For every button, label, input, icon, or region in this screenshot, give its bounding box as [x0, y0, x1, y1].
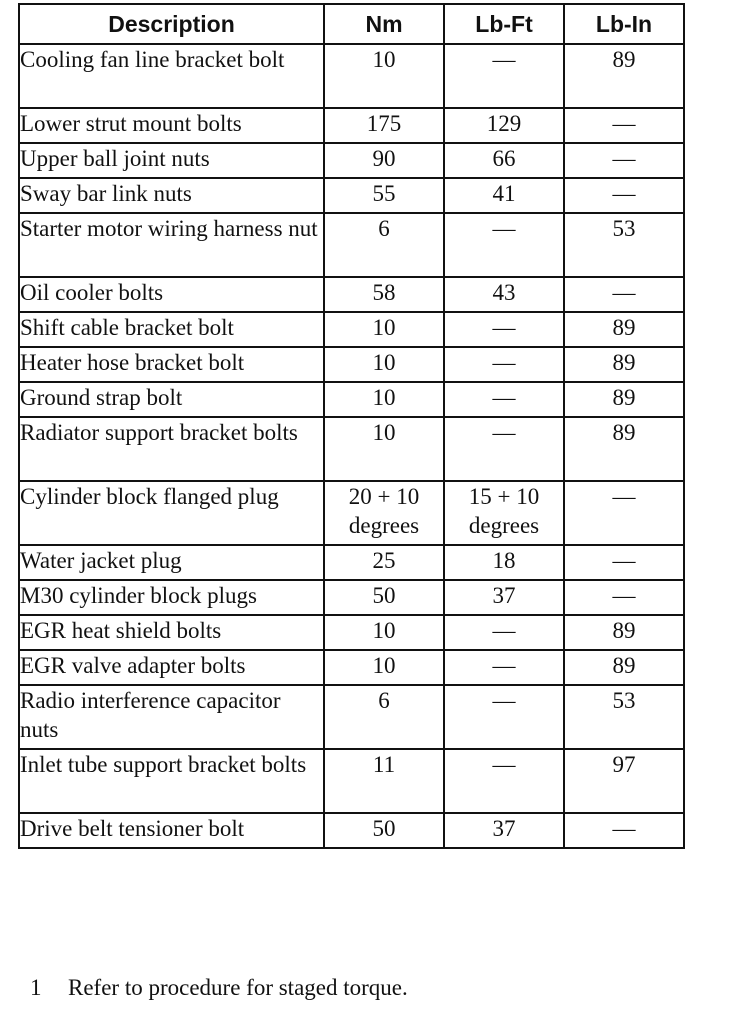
cell-lb-in: 97 [564, 749, 684, 813]
cell-description: EGR valve adapter bolts [19, 650, 324, 685]
cell-description: Drive belt tensioner bolt [19, 813, 324, 848]
cell-lb-ft: 37 [444, 813, 564, 848]
cell-lb-in: — [564, 813, 684, 848]
cell-nm: 6 [324, 685, 444, 749]
cell-lb-in: 89 [564, 347, 684, 382]
cell-description: Heater hose bracket bolt [19, 347, 324, 382]
cell-lb-in: 53 [564, 213, 684, 277]
cell-nm: 50 [324, 813, 444, 848]
cell-lb-ft: 37 [444, 580, 564, 615]
cell-nm: 10 [324, 44, 444, 108]
cell-nm: 50 [324, 580, 444, 615]
cell-lb-in: 89 [564, 417, 684, 481]
cell-lb-ft: — [444, 347, 564, 382]
cell-lb-ft: 15 + 10 degrees [444, 481, 564, 545]
cell-lb-ft: — [444, 382, 564, 417]
header-lb-in: Lb-In [564, 4, 684, 44]
table-row [19, 650, 684, 685]
cell-nm: 175 [324, 108, 444, 143]
cell-description: Ground strap bolt [19, 382, 324, 417]
cell-lb-ft: 18 [444, 545, 564, 580]
table-row [19, 685, 684, 749]
header-lb-ft: Lb-Ft [444, 4, 564, 44]
table-row [19, 213, 684, 277]
cell-lb-ft: — [444, 44, 564, 108]
cell-lb-in: 53 [564, 685, 684, 749]
cell-description: M30 cylinder block plugs [19, 580, 324, 615]
cell-description: Upper ball joint nuts [19, 143, 324, 178]
cell-lb-ft: 41 [444, 178, 564, 213]
table-row [19, 44, 684, 108]
table-row [19, 312, 684, 347]
cell-lb-in: 89 [564, 615, 684, 650]
cell-description: Shift cable bracket bolt [19, 312, 324, 347]
cell-lb-in: 89 [564, 312, 684, 347]
cell-lb-in: — [564, 108, 684, 143]
header-description: Description [19, 4, 324, 44]
cell-lb-ft: — [444, 685, 564, 749]
table-row [19, 108, 684, 143]
cell-lb-ft: 129 [444, 108, 564, 143]
table-row [19, 580, 684, 615]
table-row [19, 545, 684, 580]
header-nm: Nm [324, 4, 444, 44]
table-row [19, 143, 684, 178]
cell-nm: 20 + 10 degrees [324, 481, 444, 545]
torque-spec-table [18, 3, 685, 849]
table-row [19, 277, 684, 312]
cell-nm: 10 [324, 417, 444, 481]
cell-description: Starter motor wiring harness nut [19, 213, 324, 277]
cell-nm: 10 [324, 615, 444, 650]
cell-description: Cooling fan line bracket bolt [19, 44, 324, 108]
table-row [19, 481, 684, 545]
cell-nm: 10 [324, 312, 444, 347]
cell-lb-in: 89 [564, 382, 684, 417]
cell-description: Water jacket plug [19, 545, 324, 580]
table-row [19, 178, 684, 213]
cell-description: Cylinder block flanged plug [19, 481, 324, 545]
cell-nm: 10 [324, 382, 444, 417]
cell-lb-ft: — [444, 417, 564, 481]
footnote [30, 975, 408, 1001]
cell-lb-ft: — [444, 650, 564, 685]
table-row [19, 749, 684, 813]
cell-nm: 55 [324, 178, 444, 213]
cell-lb-in: — [564, 481, 684, 545]
cell-lb-in: 89 [564, 650, 684, 685]
cell-lb-in: — [564, 143, 684, 178]
cell-lb-in: — [564, 580, 684, 615]
cell-nm: 11 [324, 749, 444, 813]
cell-description: Lower strut mount bolts [19, 108, 324, 143]
cell-description: Radiator support bracket bolts [19, 417, 324, 481]
cell-description: Sway bar link nuts [19, 178, 324, 213]
cell-nm: 58 [324, 277, 444, 312]
cell-lb-ft: 66 [444, 143, 564, 178]
table-row [19, 417, 684, 481]
cell-nm: 90 [324, 143, 444, 178]
table-body [19, 44, 684, 848]
cell-lb-ft: — [444, 615, 564, 650]
cell-nm: 25 [324, 545, 444, 580]
table-row [19, 347, 684, 382]
table-row [19, 813, 684, 848]
cell-nm: 10 [324, 347, 444, 382]
cell-nm: 10 [324, 650, 444, 685]
cell-lb-in: 89 [564, 44, 684, 108]
footnote-marker: 1 [30, 975, 42, 1000]
table-header [19, 4, 684, 44]
cell-lb-in: — [564, 277, 684, 312]
cell-lb-ft: 43 [444, 277, 564, 312]
table-row [19, 615, 684, 650]
cell-lb-ft: — [444, 312, 564, 347]
cell-lb-ft: — [444, 213, 564, 277]
table-row [19, 382, 684, 417]
footnote-text: Refer to procedure for staged torque. [68, 975, 408, 1000]
cell-description: Inlet tube support bracket bolts [19, 749, 324, 813]
cell-description: Oil cooler bolts [19, 277, 324, 312]
cell-lb-in: — [564, 545, 684, 580]
cell-description: EGR heat shield bolts [19, 615, 324, 650]
cell-lb-ft: — [444, 749, 564, 813]
cell-lb-in: — [564, 178, 684, 213]
cell-nm: 6 [324, 213, 444, 277]
cell-description: Radio interference capacitor nuts [19, 685, 324, 749]
